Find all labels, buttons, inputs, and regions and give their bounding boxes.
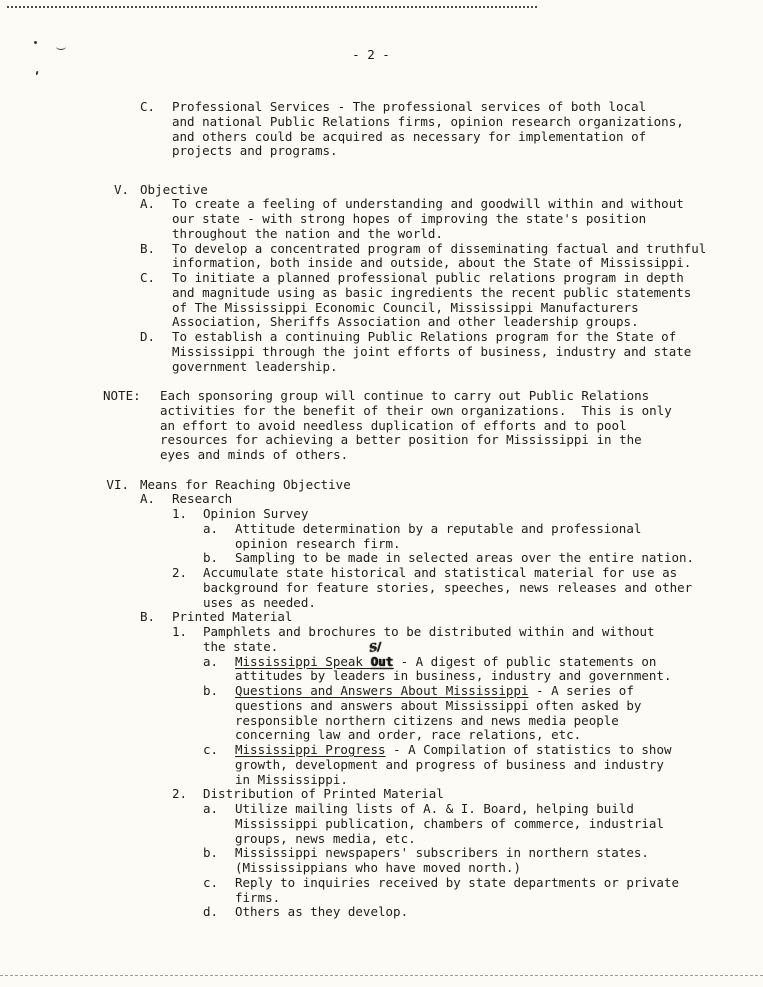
document-line xyxy=(0,256,763,271)
underlined-title-text: Mississippi Speak xyxy=(235,653,371,669)
underlined-title-text: Questions and Answers About Mississippi xyxy=(235,683,529,699)
text-segment: Reply to inquiries received by state departments or private xyxy=(235,874,680,890)
text-segment: To develop a concentrated program of disseminating factual and truthful xyxy=(172,240,707,256)
text-segment: projects and programs. xyxy=(172,143,338,159)
outline-label: VI. xyxy=(106,476,129,492)
document-line xyxy=(0,846,763,861)
text-segment: Means for Reaching Objective xyxy=(140,476,351,492)
document-line xyxy=(0,891,763,906)
text-segment: Attitude determination by a reputable and professional xyxy=(235,520,642,536)
text-segment: Mississippi through the joint efforts of business, industry and state xyxy=(172,343,692,359)
document-line xyxy=(0,301,763,316)
document-line xyxy=(0,596,763,611)
text-segment: Utilize mailing lists of A. & I. Board, helping build xyxy=(235,801,634,817)
text-segment: To create a feeling of understanding and goodwill within and without xyxy=(172,196,684,212)
text-segment: Printed Material xyxy=(172,609,293,625)
document-line xyxy=(0,330,763,345)
outline-label: a. xyxy=(203,801,219,817)
outline-block xyxy=(0,197,763,241)
text-segment: - A digest of public statements on xyxy=(393,653,657,669)
text-segment: growth, development and progress of business and industry xyxy=(235,756,664,772)
outline-block xyxy=(0,242,763,272)
outline-label: 1. xyxy=(172,506,188,522)
text-segment: - A Compilation of statistics to show xyxy=(385,742,672,758)
document-line xyxy=(0,507,763,522)
document-line xyxy=(0,773,763,788)
outline-block xyxy=(0,183,763,198)
outline-label: B. xyxy=(140,240,156,256)
document-line xyxy=(0,115,763,130)
outline-block xyxy=(0,566,763,610)
text-segment: information, both inside and outside, about the State of Mississippi. xyxy=(172,255,692,271)
outline-block xyxy=(0,846,763,876)
text-segment: activities for the benefit of their own organizations. This is only xyxy=(160,402,672,418)
document-line xyxy=(0,522,763,537)
document-line xyxy=(0,212,763,227)
text-segment: Each sponsoring group will continue to carry out Public Relations xyxy=(160,388,650,404)
outline-block xyxy=(0,507,763,522)
text-segment: background for feature stories, speeches, news releases and other xyxy=(203,579,693,595)
document-line xyxy=(0,699,763,714)
handwritten-mark: S/ xyxy=(368,639,383,655)
text-segment: Mississippi newspapers' subscribers in northern states. xyxy=(235,845,649,861)
text-segment: - A series of xyxy=(528,683,634,699)
text-segment: our state - with strong hopes of improving the state's position xyxy=(172,211,647,227)
document-line xyxy=(0,714,763,729)
outline-label: B. xyxy=(140,609,156,625)
outline-label: 2. xyxy=(172,786,188,802)
document-body xyxy=(0,100,763,920)
outline-label: A. xyxy=(140,196,156,212)
document-line xyxy=(0,144,763,159)
text-segment: responsible northern citizens and news media people xyxy=(235,712,619,728)
text-segment: groups, news media, etc. xyxy=(235,830,416,846)
outline-block xyxy=(0,478,763,493)
text-segment: Others as they develop. xyxy=(235,904,409,920)
outline-block xyxy=(0,876,763,906)
underlined-title-text: Mississippi Progress xyxy=(235,742,386,758)
underlined-title-text: Out S/ xyxy=(368,639,394,669)
text-segment: To establish a continuing Public Relations program for the State of xyxy=(172,329,677,345)
document-line xyxy=(0,183,763,198)
document-line xyxy=(0,581,763,596)
document-line xyxy=(0,905,763,920)
outline-label: b. xyxy=(203,845,219,861)
document-line xyxy=(0,743,763,758)
outline-block xyxy=(0,522,763,552)
text-segment: Sampling to be made in selected areas over the entire nation. xyxy=(235,550,695,566)
outline-block xyxy=(0,271,763,330)
outline-block xyxy=(0,802,763,846)
document-line xyxy=(0,404,763,419)
outline-label: a. xyxy=(203,653,219,669)
outline-label: D. xyxy=(140,329,156,345)
outline-block xyxy=(0,100,763,159)
document-line xyxy=(0,197,763,212)
scan-speck xyxy=(36,71,39,75)
outline-label: c. xyxy=(203,742,219,758)
page-number: - 2 - xyxy=(352,47,390,62)
document-line xyxy=(0,537,763,552)
document-line xyxy=(0,817,763,832)
text-segment: uses as needed. xyxy=(203,594,316,610)
text-segment: resources for achieving a better position for Mississippi in the xyxy=(160,432,642,448)
outline-block xyxy=(0,551,763,566)
scan-speck xyxy=(34,41,37,44)
text-segment: attitudes by leaders in business, industry and government. xyxy=(235,668,672,684)
document-line xyxy=(0,433,763,448)
document-line xyxy=(0,625,763,640)
text-segment: Research xyxy=(172,491,233,507)
text-segment: and magnitude using as basic ingredients the recent public statements xyxy=(172,284,692,300)
document-line xyxy=(0,286,763,301)
text-segment: and national Public Relations firms, opinion research organizations, xyxy=(172,113,684,129)
outline-block xyxy=(0,610,763,625)
document-line xyxy=(0,389,763,404)
document-line xyxy=(0,100,763,115)
outline-label: c. xyxy=(203,874,219,890)
text-segment: Opinion Survey xyxy=(203,506,309,522)
document-line xyxy=(0,345,763,360)
outline-label: 2. xyxy=(172,565,188,581)
document-line xyxy=(0,669,763,684)
document-line xyxy=(0,566,763,581)
text-segment: Mississippi publication, chambers of commerce, industrial xyxy=(235,815,664,831)
text-segment: of The Mississippi Economic Council, Mississippi Manufacturers xyxy=(172,299,639,315)
document-line xyxy=(0,787,763,802)
outline-label: C. xyxy=(140,270,156,286)
text-segment: Distribution of Printed Material xyxy=(203,786,444,802)
outline-block xyxy=(0,330,763,374)
outline-block xyxy=(0,905,763,920)
document-line xyxy=(0,728,763,743)
document-line xyxy=(0,876,763,891)
text-segment: questions and answers about Mississippi often asked by xyxy=(235,697,642,713)
outline-block xyxy=(0,389,763,463)
document-line xyxy=(0,315,763,330)
document-line xyxy=(0,758,763,773)
text-segment: concerning law and order, race relations, etc. xyxy=(235,727,582,743)
text-segment: Professional Services - The professional services of both local xyxy=(172,99,647,114)
outline-label: a. xyxy=(203,520,219,536)
outline-label: C. xyxy=(140,99,156,114)
document-line xyxy=(0,610,763,625)
outline-label: A. xyxy=(140,491,156,507)
text-segment: the state. xyxy=(203,638,279,654)
outline-block xyxy=(0,492,763,507)
outline-label: NOTE: xyxy=(103,388,141,404)
document-line xyxy=(0,492,763,507)
text-segment: firms. xyxy=(235,889,281,905)
text-segment: eyes and minds of others. xyxy=(160,447,349,463)
document-line xyxy=(0,227,763,242)
scan-perforation-line-bottom xyxy=(0,975,763,976)
text-segment: an effort to avoid needless duplication of efforts and to pool xyxy=(160,417,627,433)
text-segment: (Mississippians who have moved north.) xyxy=(235,860,521,876)
document-line xyxy=(0,242,763,257)
outline-label: b. xyxy=(203,683,219,699)
outline-block xyxy=(0,684,763,743)
outline-block xyxy=(0,743,763,787)
document-line xyxy=(0,551,763,566)
document-line xyxy=(0,419,763,434)
document-line xyxy=(0,448,763,463)
document-line xyxy=(0,684,763,699)
text-segment: opinion research firm. xyxy=(235,535,401,551)
document-line xyxy=(0,478,763,493)
text-segment: To initiate a planned professional public relations program in depth xyxy=(172,270,684,286)
text-segment: throughout the nation and the world. xyxy=(172,225,443,241)
document-line xyxy=(0,861,763,876)
scan-perforation-line-top xyxy=(7,6,537,8)
document-line xyxy=(0,360,763,375)
outline-label: V. xyxy=(113,181,129,197)
text-segment: government leadership. xyxy=(172,358,338,374)
outline-block xyxy=(0,787,763,802)
text-segment: Accumulate state historical and statistical material for use as xyxy=(203,565,678,581)
text-segment: Association, Sheriffs Association and other leadership groups. xyxy=(172,314,639,330)
outline-label: d. xyxy=(203,904,219,920)
text-segment: and others could be acquired as necessary for implementation of xyxy=(172,128,647,144)
document-line xyxy=(0,832,763,847)
text-segment: in Mississippi. xyxy=(235,771,348,787)
outline-label: 1. xyxy=(172,624,188,640)
document-line xyxy=(0,271,763,286)
outline-label: b. xyxy=(203,550,219,566)
document-line xyxy=(0,130,763,145)
document-line xyxy=(0,802,763,817)
text-segment: Objective xyxy=(140,181,208,197)
text-segment: Pamphlets and brochures to be distributed within and without xyxy=(203,624,655,640)
